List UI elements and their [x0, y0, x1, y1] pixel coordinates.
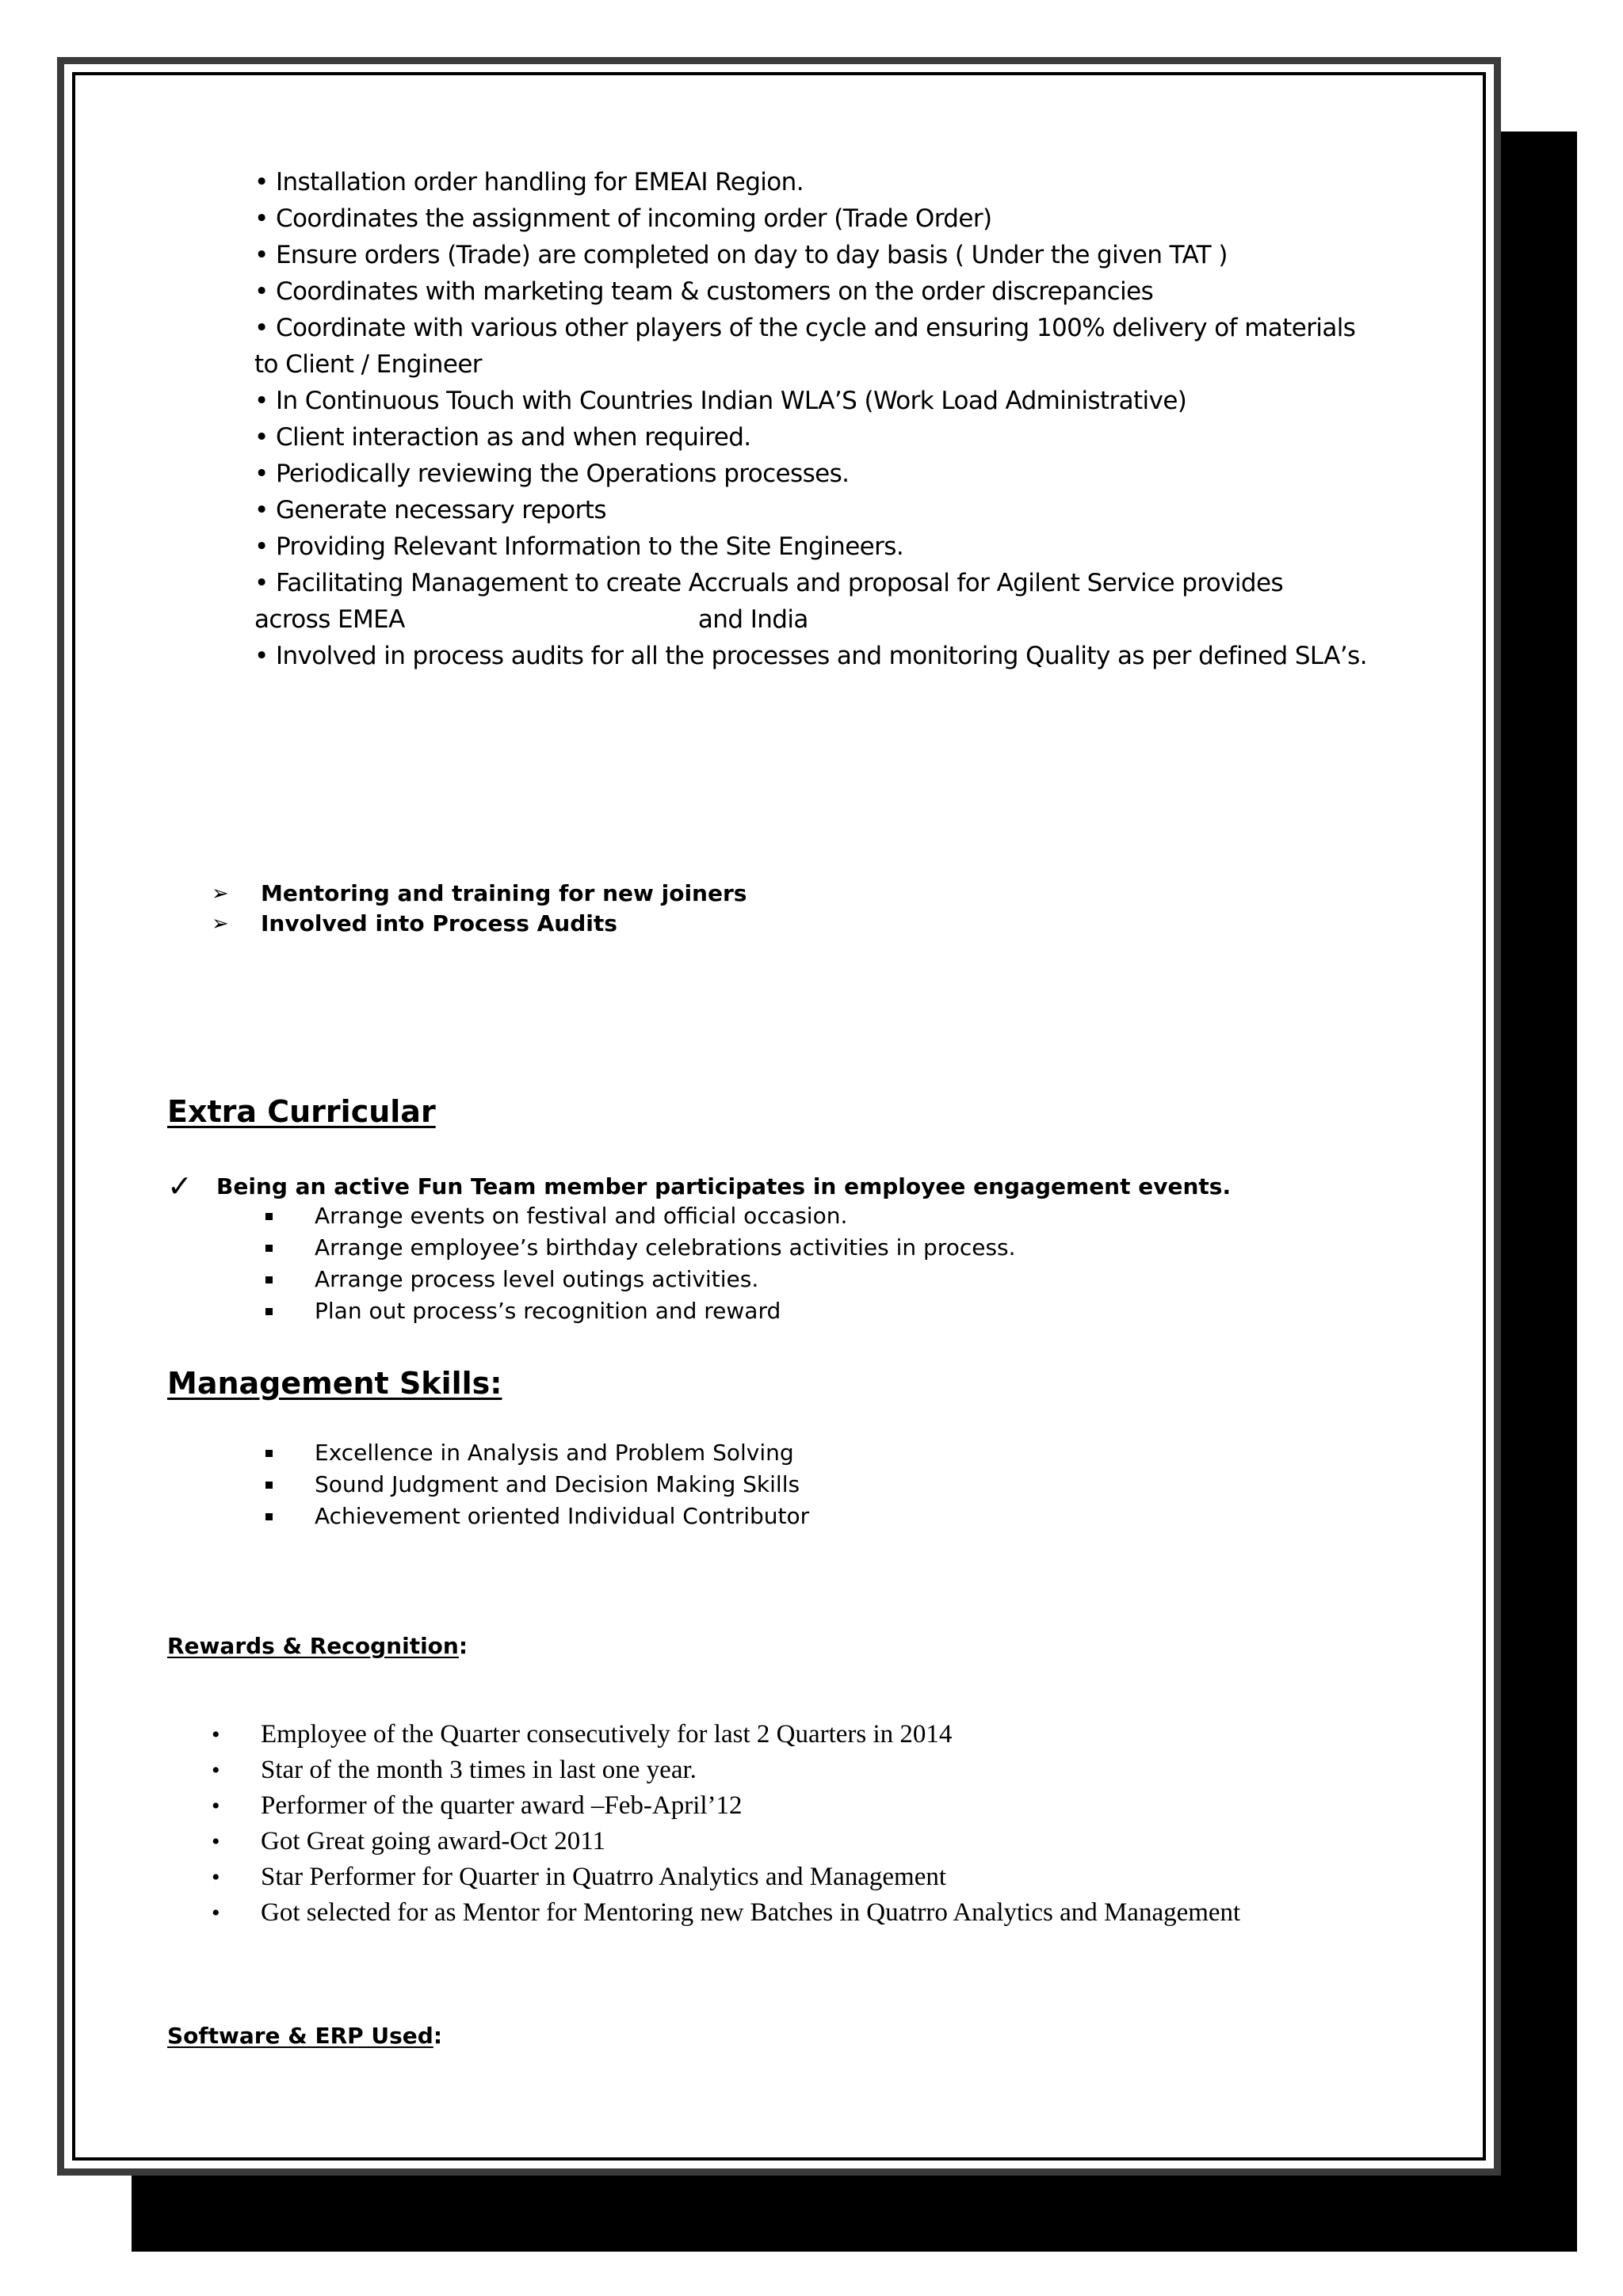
software-heading-text: Software & ERP Used — [167, 2023, 433, 2049]
highlight-text: Involved into Process Audits — [261, 910, 617, 936]
software-heading — [167, 2023, 442, 2049]
list-item — [261, 1232, 1016, 1264]
bullet-icon: • — [212, 1722, 220, 1748]
bullet-icon: • — [212, 1900, 220, 1926]
list-item — [212, 879, 747, 909]
list-item — [261, 1295, 1016, 1327]
rewards-list — [212, 1717, 1369, 1931]
duty-item: • Coordinate with various other players of the cycle and ensuring 100% delivery of materials — [254, 314, 1356, 342]
list-item — [261, 1437, 809, 1469]
square-bullet-icon — [265, 1450, 273, 1457]
item-text: Plan out process’s recognition and reward — [315, 1298, 781, 1324]
rewards-heading — [167, 1633, 468, 1659]
bullet-icon: • — [212, 1793, 220, 1819]
checkmark-icon: ✓ — [167, 1169, 193, 1203]
list-item — [261, 1264, 1016, 1295]
square-bullet-icon — [265, 1276, 273, 1283]
square-bullet-icon — [265, 1513, 273, 1520]
software-heading-colon: : — [433, 2023, 443, 2049]
rewards-heading-colon: : — [458, 1633, 468, 1659]
duty-item: • Ensure orders (Trade) are completed on day to day basis ( Under the given TAT ) — [254, 241, 1228, 269]
management-skills-heading: Management Skills: — [167, 1366, 502, 1401]
management-skills-list — [261, 1437, 809, 1532]
resume-page — [57, 57, 1501, 2176]
square-bullet-icon — [265, 1308, 273, 1315]
list-item — [212, 909, 747, 939]
item-text: Achievement oriented Individual Contributor — [315, 1503, 810, 1529]
square-bullet-icon — [265, 1213, 273, 1220]
list-item — [261, 1501, 809, 1532]
reward-text: Got Great going award-Oct 2011 — [261, 1827, 605, 1855]
list-item — [212, 1824, 1369, 1859]
duty-item: • Involved in process audits for all the processes and monitoring Quality as per defined SLA’s. — [254, 642, 1367, 670]
page-content — [64, 64, 1494, 2168]
highlight-text: Mentoring and training for new joiners — [261, 880, 747, 906]
list-item — [212, 1859, 1369, 1895]
duty-item: • In Continuous Touch with Countries Indian WLA’S (Work Load Administrative) — [254, 387, 1187, 415]
list-item — [212, 1895, 1369, 1931]
arrow-bullet-icon: ➢ — [212, 912, 229, 936]
bullet-icon: • — [212, 1829, 220, 1855]
duty-item: to Client / Engineer — [254, 350, 482, 379]
duties-list — [254, 164, 1475, 674]
duty-item: • Client interaction as and when required. — [254, 423, 751, 452]
reward-text: Employee of the Quarter consecutively for last 2 Quarters in 2014 — [261, 1720, 953, 1749]
bullet-icon: • — [212, 1757, 220, 1783]
item-text: Arrange events on festival and official occasion. — [315, 1203, 848, 1229]
rewards-heading-text: Rewards & Recognition — [167, 1633, 459, 1659]
reward-text: Performer of the quarter award –Feb-April’12 — [261, 1791, 743, 1820]
reward-text: Got selected for as Mentor for Mentoring new Batches in Quatrro Analytics and Management — [261, 1898, 1241, 1927]
extra-curricular-main-point — [167, 1169, 1231, 1203]
list-item — [212, 1717, 1369, 1753]
reward-text: Star Performer for Quarter in Quatrro Analytics and Management — [261, 1863, 947, 1891]
square-bullet-icon — [265, 1245, 273, 1252]
duty-item: • Coordinates the assignment of incoming order (Trade Order) — [254, 204, 992, 233]
highlights-list — [212, 879, 747, 939]
list-item — [212, 1788, 1369, 1824]
duty-item: • Installation order handling for EMEAI Region. — [254, 168, 804, 196]
main-point-text: Being an active Fun Team member participates in employee engagement events. — [216, 1173, 1232, 1199]
extra-curricular-list — [261, 1200, 1016, 1327]
list-item — [212, 1753, 1369, 1788]
bullet-icon: • — [212, 1864, 220, 1890]
square-bullet-icon — [265, 1482, 273, 1489]
arrow-bullet-icon: ➢ — [212, 882, 229, 906]
item-text: Arrange process level outings activities. — [315, 1266, 759, 1292]
item-text: Sound Judgment and Decision Making Skills — [315, 1471, 800, 1497]
item-text: Arrange employee’s birthday celebrations activities in process. — [315, 1234, 1016, 1261]
duty-item: • Periodically reviewing the Operations processes. — [254, 460, 850, 488]
duty-item: • Generate necessary reports — [254, 496, 606, 524]
item-text: Excellence in Analysis and Problem Solving — [315, 1440, 794, 1466]
list-item — [261, 1200, 1016, 1232]
duty-item: • Providing Relevant Information to the Site Engineers. — [254, 532, 904, 561]
list-item — [261, 1469, 809, 1501]
extra-curricular-heading: Extra Curricular — [167, 1094, 436, 1129]
duty-item: • Coordinates with marketing team & customers on the order discrepancies — [254, 277, 1154, 306]
duty-item: across EMEA and India — [254, 605, 808, 634]
reward-text: Star of the month 3 times in last one year. — [261, 1756, 697, 1784]
duty-item: • Facilitating Management to create Accruals and proposal for Agilent Service provides — [254, 569, 1284, 597]
